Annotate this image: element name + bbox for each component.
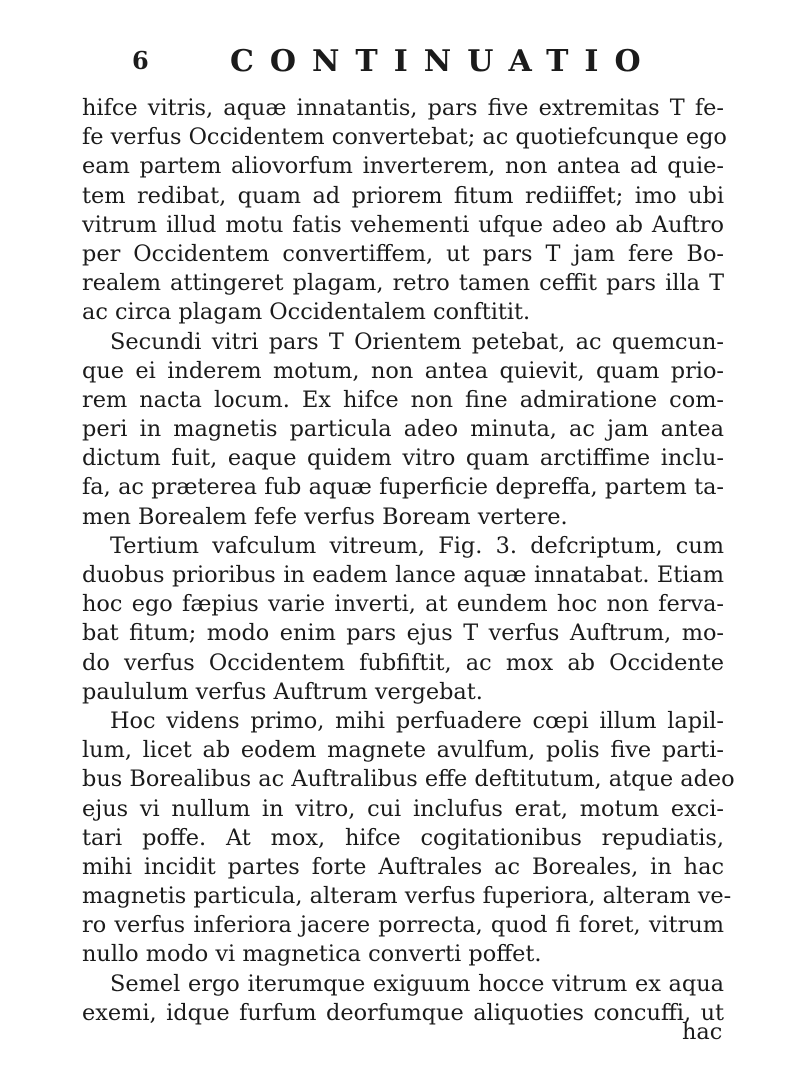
- text-line: fe verfus Occidentem convertebat; ac quotiefcunque ego: [82, 124, 727, 151]
- body-text: [82, 94, 735, 1028]
- text-line: vitrum illud motu fatis vehementi ufque adeo ab Auftro: [82, 211, 724, 238]
- text-line: Hoc videns primo, mihi perfuadere cœpi illum lapil-: [110, 707, 724, 734]
- text-line: bus Borealibus ac Auftralibus effe deftitutum, atque adeo: [82, 766, 735, 793]
- text-line: magnetis particula, alteram verfus fuperiora, alteram ve-: [82, 883, 732, 910]
- text-line: dictum fuit, eaque quidem vitro quam arctiffime inclu-: [82, 445, 724, 472]
- text-line: exemi, idque furfum deorfumque aliquoties concuffi, ut: [82, 999, 724, 1026]
- catchword: hac: [682, 1019, 723, 1045]
- text-line: paululum verfus Auftrum vergebat.: [82, 678, 483, 705]
- text-line: do verfus Occidentem fubfiftit, ac mox ab Occidente: [82, 649, 724, 676]
- text-line: Tertium vafculum vitreum, Fig. 3. defcriptum, cum: [110, 532, 724, 559]
- text-line: peri in magnetis particula adeo minuta, ac jam antea: [82, 416, 724, 443]
- text-line: tem redibat, quam ad priorem fitum rediiffet; imo ubi: [82, 182, 724, 209]
- text-line: Semel ergo iterumque exiguum hocce vitrum ex aqua: [110, 970, 724, 997]
- text-line: que ei inderem motum, non antea quievit, quam prio-: [82, 357, 724, 384]
- text-line: duobus prioribus in eadem lance aquæ innatabat. Etiam: [82, 562, 724, 588]
- text-line: fa, ac præterea fub aquæ fuperficie depreffa, partem ta-: [82, 474, 724, 501]
- text-line: ac circa plagam Occidentalem conftitit.: [82, 299, 531, 326]
- page-header: [132, 44, 730, 84]
- text-line: bat fitum; modo enim pars ejus T verfus Auftrum, mo-: [82, 620, 724, 647]
- running-head: CONTINUATIO: [230, 44, 657, 79]
- text-line: per Occidentem convertiffem, ut pars T jam fere Bo-: [82, 240, 724, 267]
- text-line: men Borealem fefe verfus Boream vertere.: [82, 503, 568, 530]
- text-line: hifce vitris, aquæ innatantis, pars five extremitas T fe-: [82, 95, 724, 121]
- text-line: rem nacta locum. Ex hifce non fine admiratione com-: [82, 386, 724, 413]
- text-line: hoc ego fæpius varie inverti, at eundem hoc non ferva-: [82, 591, 724, 618]
- text-line: eam partem aliovorfum inverterem, non antea ad quie-: [82, 153, 724, 180]
- text-line: tari poffe. At mox, hifce cogitationibus repudiatis,: [82, 824, 724, 851]
- text-line: mihi incidit partes forte Auftrales ac Boreales, in hac: [82, 853, 724, 880]
- text-line: Secundi vitri pars T Orientem petebat, ac quemcun-: [110, 328, 724, 355]
- text-line: realem attingeret plagam, retro tamen ceffit pars illa T: [82, 270, 724, 297]
- text-line: lum, licet ab eodem magnete avulfum, polis five parti-: [82, 737, 724, 764]
- text-line: nullo modo vi magnetica converti poffet.: [82, 941, 542, 968]
- page-number: 6: [132, 46, 149, 75]
- text-line: ro verfus inferiora jacere porrecta, quod fi foret, vitrum: [82, 912, 724, 939]
- text-line: ejus vi nullum in vitro, cui inclufus erat, motum exci-: [82, 795, 724, 822]
